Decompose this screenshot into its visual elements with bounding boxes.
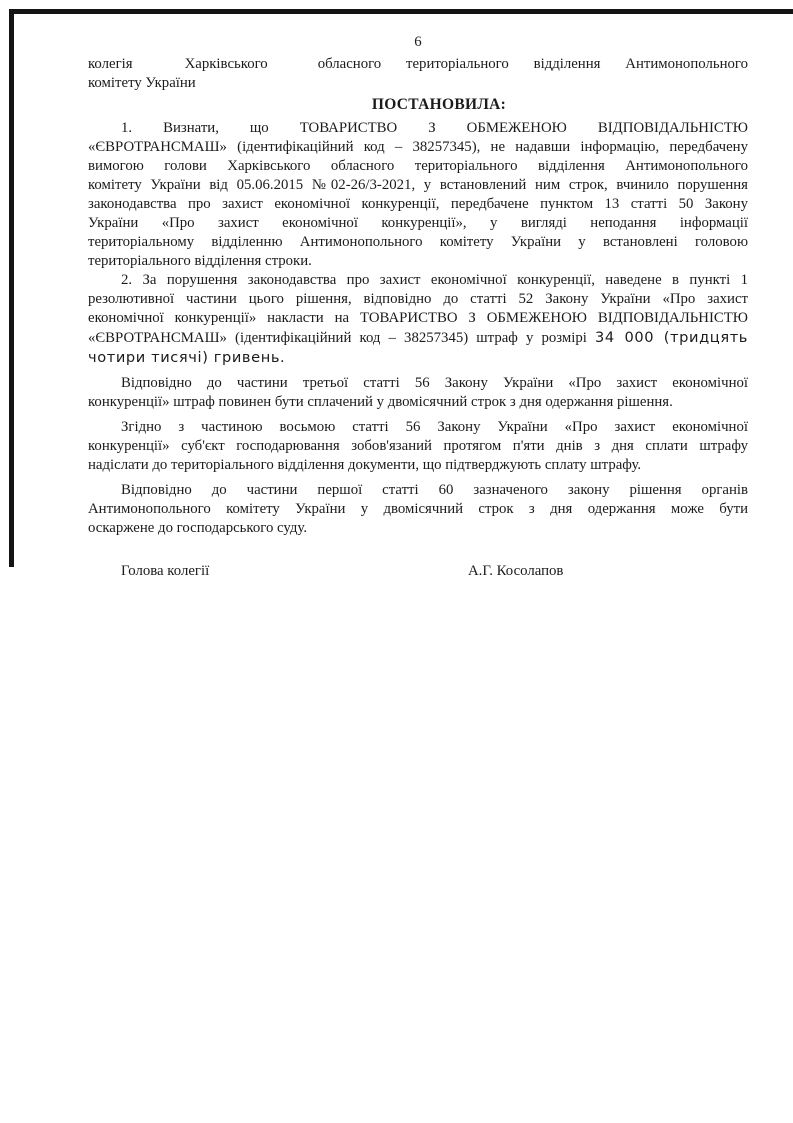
continuation-word-2: Харківського	[184, 56, 268, 72]
text-line	[88, 328, 748, 348]
text-line: територіального відділення строки.	[88, 253, 312, 269]
text-line: 1. Визнати, що ТОВАРИСТВО З ОБМЕЖЕНОЮ ВІДПОВІДАЛЬНІСТЮ	[121, 120, 748, 136]
text-line: Відповідно до частини першої статті 60 зазначеного закону рішення органів	[121, 482, 748, 498]
paragraph-5	[88, 481, 748, 538]
paragraph-4	[88, 418, 748, 475]
continuation-paragraph	[88, 55, 748, 93]
continuation-rest: обласного територіального відділення Антимонопольного	[317, 56, 748, 72]
signature-name: А.Г. Косолапов	[468, 563, 564, 579]
text-line: законодавства про захист економічної конкуренції, передбачене пунктом 13 статті 50 Закону	[88, 196, 748, 212]
text-line: конкуренції» штраф повинен бути сплачений у двомісячний строк з дня одержання рішення.	[88, 394, 673, 410]
text-line: 2. За порушення законодавства про захист економічної конкуренції, наведене в пункті 1	[121, 272, 748, 288]
text-line: України «Про захист економічної конкуренції», у вигляді неподання інформації	[88, 215, 748, 231]
justify-gap	[133, 55, 185, 74]
text-line: надіслати до територіального відділення документи, що підтверджують сплату штрафу.	[88, 457, 642, 473]
text-line: «ЄВРОТРАНСМАШ» (ідентифікаційний код – 38257345), не надавши інформацію, передбачену	[88, 139, 748, 155]
text-line	[88, 348, 748, 368]
text-line: Відповідно до частини третьої статті 56 Закону України «Про захист економічної	[121, 375, 748, 391]
continuation-line-2: комітету України	[88, 75, 196, 91]
page-number: 6	[414, 34, 422, 50]
signature-role: Голова колегії	[121, 563, 210, 579]
text-line: вимогою голови Харківського обласного територіального відділення Антимонопольного	[88, 158, 748, 174]
text-line: економічної конкуренції» накласти на ТОВАРИСТВО З ОБМЕЖЕНОЮ ВІДПОВІДАЛЬНІСТЮ	[88, 310, 748, 326]
text-line: Згідно з частиною восьмою статті 56 Закону України «Про захист економічної	[121, 419, 748, 435]
paragraph-1	[88, 119, 748, 271]
paragraph-3	[88, 374, 748, 412]
continuation-line-1	[88, 55, 748, 74]
signature-row	[88, 562, 748, 581]
text-line: конкуренції» суб'єкт господарювання зобов'язаний протягом п'яти днів з дня сплати штрафу	[88, 438, 748, 454]
text-line: територіальному відділенню Антимонопольного комітету України у встановлені головою	[88, 234, 748, 250]
fine-amount-part-2: чотири тисячі) гривень.	[88, 349, 286, 366]
resolution-heading: ПОСТАНОВИЛА:	[371, 96, 507, 113]
fine-line-serif-part: «ЄВРОТРАНСМАШ» (ідентифікаційний код – 38257345) штраф у розмірі	[88, 330, 596, 346]
text-line: резолютивної частини цього рішення, відповідно до статті 52 Закону України «Про захист	[88, 291, 748, 307]
paragraph-2	[88, 271, 748, 368]
scan-edge-left	[9, 9, 14, 567]
text-line: комітету України від 05.06.2015 №02-26/3-2021, у встановлений ним строк, вчинило порушення	[88, 177, 748, 193]
text-line: оскаржене до господарського суду.	[88, 520, 308, 536]
justify-gap	[268, 55, 318, 74]
text-line: Антимонопольного комітету України у двомісячний строк з дня одержання може бути	[88, 501, 748, 517]
fine-amount-part-1: 34 000 (тридцять	[595, 329, 749, 346]
continuation-word-1: колегія	[88, 56, 133, 72]
scan-edge-top	[10, 9, 793, 14]
